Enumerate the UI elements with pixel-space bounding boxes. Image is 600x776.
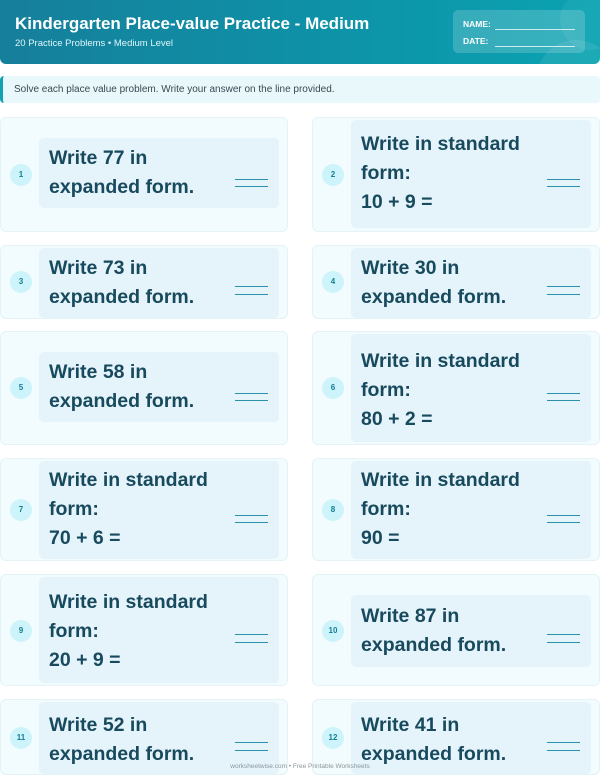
answer-line[interactable] xyxy=(547,522,580,523)
question-text xyxy=(49,254,239,312)
question-line: 90 = xyxy=(361,527,400,549)
question-line: expanded form. xyxy=(49,743,195,765)
problem-number-badge: 9 xyxy=(10,620,32,642)
question-box xyxy=(351,461,591,559)
question-line: Write in standard xyxy=(361,469,520,491)
problem-card xyxy=(0,331,288,445)
question-line: Write 77 in xyxy=(49,147,148,169)
question-line: Write in standard xyxy=(49,469,208,491)
question-line: 80 + 2 = xyxy=(361,408,433,430)
question-line: Write 87 in xyxy=(361,605,460,627)
question-box xyxy=(39,461,279,559)
question-line: form: xyxy=(361,379,411,401)
problem-card xyxy=(312,331,600,445)
question-text xyxy=(361,602,551,660)
question-line: Write in standard xyxy=(361,133,520,155)
answer-line[interactable] xyxy=(547,186,580,187)
name-label: NAME: xyxy=(463,19,491,29)
answer-line[interactable] xyxy=(547,642,580,643)
name-line[interactable] xyxy=(495,29,575,30)
problem-card xyxy=(0,245,288,319)
date-field xyxy=(463,36,488,46)
question-box xyxy=(351,334,591,442)
answer-line[interactable] xyxy=(235,186,268,187)
problem-number-badge: 8 xyxy=(322,499,344,521)
question-line: expanded form. xyxy=(49,390,195,412)
question-text xyxy=(49,358,239,416)
problem-card xyxy=(312,458,600,561)
question-box xyxy=(39,577,279,683)
date-label: DATE: xyxy=(463,36,489,46)
question-box xyxy=(39,138,279,208)
answer-line[interactable] xyxy=(235,179,268,180)
problem-number-badge: 10 xyxy=(322,620,344,642)
problem-card xyxy=(312,574,600,686)
question-line: form: xyxy=(49,620,99,642)
answer-line[interactable] xyxy=(547,750,580,751)
question-box xyxy=(39,352,279,422)
question-line: expanded form. xyxy=(49,176,195,198)
instructions-banner xyxy=(0,76,600,103)
worksheet-header xyxy=(0,0,600,64)
name-date-box xyxy=(453,10,585,53)
answer-line[interactable] xyxy=(547,294,580,295)
question-box xyxy=(351,248,591,318)
question-text xyxy=(361,254,551,312)
question-line: Write 58 in xyxy=(49,361,148,383)
problem-number-badge: 6 xyxy=(322,377,344,399)
name-field xyxy=(463,19,491,29)
question-line: Write 30 in xyxy=(361,257,460,279)
answer-line[interactable] xyxy=(235,742,268,743)
answer-line[interactable] xyxy=(235,522,268,523)
problem-card xyxy=(0,574,288,686)
problem-card xyxy=(0,458,288,561)
problem-number-badge: 2 xyxy=(322,164,344,186)
question-text xyxy=(361,347,551,434)
question-text xyxy=(49,711,239,769)
question-line: expanded form. xyxy=(361,634,507,656)
question-box xyxy=(351,595,591,667)
instructions-text: Solve each place value problem. Write your answer on the line provided. xyxy=(14,84,335,95)
answer-line[interactable] xyxy=(235,515,268,516)
page-title: Kindergarten Place-value Practice - Medium xyxy=(15,14,370,33)
problem-card xyxy=(0,117,288,232)
question-line: 20 + 9 = xyxy=(49,649,121,671)
question-text xyxy=(361,466,551,553)
problem-card xyxy=(312,245,600,319)
question-line: 70 + 6 = xyxy=(49,527,121,549)
question-line: 10 + 9 = xyxy=(361,191,433,213)
question-text xyxy=(361,130,551,217)
page-footer: worksheetwise.com • Free Printable Worksheets xyxy=(230,763,370,770)
question-line: Write in standard xyxy=(49,591,208,613)
problem-number-badge: 11 xyxy=(10,727,32,749)
answer-line[interactable] xyxy=(547,400,580,401)
question-line: Write 41 in xyxy=(361,714,460,736)
answer-line[interactable] xyxy=(547,634,580,635)
problem-number-badge: 7 xyxy=(10,499,32,521)
question-text xyxy=(49,144,239,202)
question-line: Write in standard xyxy=(361,350,520,372)
answer-line[interactable] xyxy=(235,286,268,287)
question-line: form: xyxy=(361,162,411,184)
question-line: expanded form. xyxy=(361,286,507,308)
answer-line[interactable] xyxy=(235,393,268,394)
answer-line[interactable] xyxy=(547,179,580,180)
question-box xyxy=(39,248,279,318)
question-line: form: xyxy=(49,498,99,520)
answer-line[interactable] xyxy=(235,400,268,401)
problem-number-badge: 5 xyxy=(10,377,32,399)
page-subtitle: 20 Practice Problems • Medium Level xyxy=(15,38,174,49)
answer-line[interactable] xyxy=(235,750,268,751)
question-text xyxy=(361,711,551,769)
problem-number-badge: 1 xyxy=(10,164,32,186)
answer-line[interactable] xyxy=(547,393,580,394)
answer-line[interactable] xyxy=(547,515,580,516)
answer-line[interactable] xyxy=(547,742,580,743)
question-text xyxy=(49,588,239,675)
date-line[interactable] xyxy=(495,46,575,47)
question-line: form: xyxy=(361,498,411,520)
answer-line[interactable] xyxy=(235,634,268,635)
problem-number-badge: 4 xyxy=(322,271,344,293)
question-text xyxy=(49,466,239,553)
answer-line[interactable] xyxy=(235,294,268,295)
problem-number-badge: 12 xyxy=(322,727,344,749)
problem-number-badge: 3 xyxy=(10,271,32,293)
answer-line[interactable] xyxy=(547,286,580,287)
question-line: expanded form. xyxy=(49,286,195,308)
question-box xyxy=(351,120,591,228)
answer-line[interactable] xyxy=(235,642,268,643)
problem-card xyxy=(312,117,600,232)
question-line: expanded form. xyxy=(361,743,507,765)
question-line: Write 52 in xyxy=(49,714,148,736)
question-line: Write 73 in xyxy=(49,257,148,279)
